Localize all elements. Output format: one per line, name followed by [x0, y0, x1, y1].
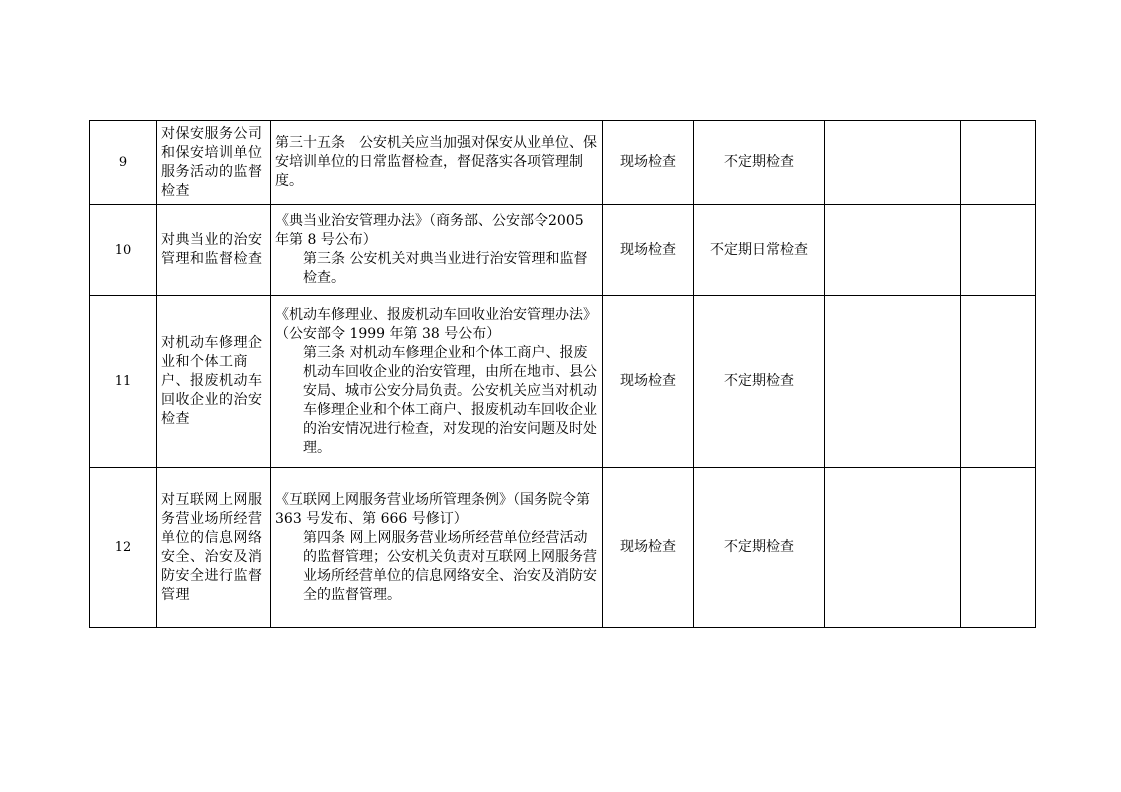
inspection-frequency: 不定期检查 — [694, 468, 825, 628]
table-row — [90, 468, 1036, 628]
basis-text: 第三条 公安机关对典当业进行治安管理和监督检查。 — [303, 251, 588, 286]
inspection-item: 对典当业的治安管理和监督检查 — [157, 205, 271, 296]
inspection-item: 对互联网上网服务营业场所经营单位的信息网络安全、治安及消防安全进行监督管理 — [157, 468, 271, 628]
basis-text: 第三十五条 公安机关应当加强对保安从业单位、保安培训单位的日常监督检查，督促落实各项管理制度。 — [275, 135, 597, 189]
basis-source: 《互联网上网服务营业场所管理条例》（国务院令第 363 号发布、第 666 号修订） — [275, 491, 595, 527]
inspection-method: 现场检查 — [603, 468, 694, 628]
inspection-item: 对保安服务公司和保安培训单位服务活动的监督检查 — [157, 121, 271, 205]
legal-basis — [271, 121, 603, 205]
row-number: 10 — [90, 205, 157, 296]
inspection-table — [89, 120, 1036, 628]
table-row — [90, 205, 1036, 296]
inspection-frequency: 不定期日常检查 — [694, 205, 825, 296]
basis-text: 第四条 网上网服务营业场所经营单位经营活动的监督管理；公安机关负责对互联网上网服务营业场所经营单位的信息网络安全、治安及消防安全的监督管理。 — [303, 529, 597, 603]
row-number: 11 — [90, 296, 157, 468]
row-number: 9 — [90, 121, 157, 205]
empty-cell — [961, 205, 1036, 296]
inspection-method: 现场检查 — [603, 296, 694, 468]
inspection-frequency: 不定期检查 — [694, 121, 825, 205]
basis-source: 《机动车修理业、报废机动车回收业治安管理办法》（公安部令 1999 年第 38 号公布） — [275, 306, 597, 342]
legal-basis — [271, 468, 603, 628]
legal-basis — [271, 205, 603, 296]
empty-cell — [961, 296, 1036, 468]
row-number: 12 — [90, 468, 157, 628]
basis-source: 《典当业治安管理办法》（商务部、公安部令2005 年第 8 号公布） — [275, 213, 589, 248]
inspection-method: 现场检查 — [603, 205, 694, 296]
table-row — [90, 121, 1036, 205]
empty-cell — [961, 121, 1036, 205]
table-row — [90, 296, 1036, 468]
basis-text: 第三条 对机动车修理企业和个体工商户、报废机动车回收企业的治安管理，由所在地市、县公安局、城市公安分局负责。公安机关应当对机动车修理企业和个体工商户、报废机动车回收企业的治安情况进行检查，对发现的治安问题及时处理。 — [303, 344, 597, 456]
inspection-item: 对机动车修理企业和个体工商户、报废机动车回收企业的治安检查 — [157, 296, 271, 468]
empty-cell — [825, 121, 961, 205]
empty-cell — [961, 468, 1036, 628]
empty-cell — [825, 468, 961, 628]
inspection-method: 现场检查 — [603, 121, 694, 205]
inspection-frequency: 不定期检查 — [694, 296, 825, 468]
empty-cell — [825, 296, 961, 468]
empty-cell — [825, 205, 961, 296]
legal-basis — [271, 296, 603, 468]
